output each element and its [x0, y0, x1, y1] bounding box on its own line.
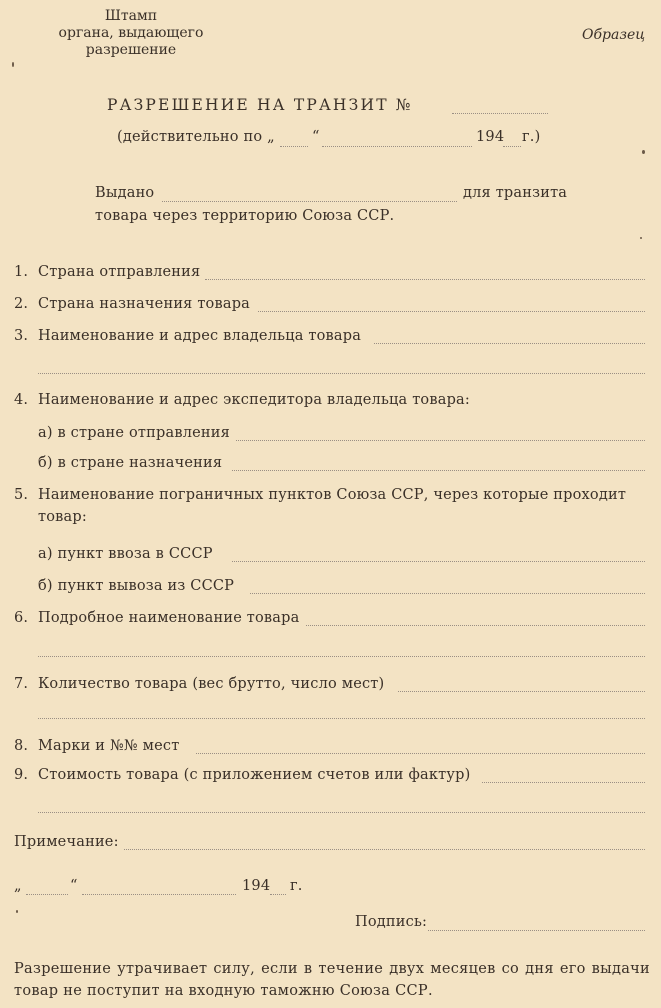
goods-description-field-line2[interactable] [38, 656, 645, 657]
issued-line2: товара через территорию Союза ССР. [95, 208, 395, 224]
forwarder-origin-field[interactable] [236, 440, 645, 441]
paper-speck [16, 910, 18, 913]
date-month-field[interactable] [82, 894, 236, 895]
subitem-forwarder-origin: а) в стране отправления [38, 425, 230, 441]
signature-field[interactable] [428, 930, 645, 931]
issued-to-field[interactable] [162, 201, 457, 202]
marks-field[interactable] [196, 753, 645, 754]
item-number: 2. [14, 296, 29, 312]
item-number: 4. [14, 392, 29, 408]
stamp-line: органа, выдающего [58, 25, 204, 41]
page-title: РАЗРЕШЕНИЕ НА ТРАНЗИТ № [107, 96, 413, 114]
signature-label: Подпись: [355, 914, 428, 930]
valid-quote: “ [312, 129, 320, 145]
item-label-destination-country: Страна назначения товара [38, 296, 251, 312]
quantity-field-line2[interactable] [38, 718, 645, 719]
item-number: 6. [14, 610, 29, 626]
item-label-forwarder: Наименование и адрес экспедитора владельца товара: [38, 392, 470, 408]
sample-label: Образец [582, 27, 646, 43]
valid-suffix: г.) [522, 129, 541, 145]
value-field[interactable] [482, 782, 645, 783]
validity-notice: Разрешение утрачивает силу, если в течение двух месяцев со дня его выдачи товар не поступит на входную таможню Союза ССР. [14, 961, 650, 999]
valid-day-field[interactable] [280, 146, 308, 147]
note-label: Примечание: [14, 834, 119, 850]
subitem-entry-point: а) пункт ввоза в СССР [38, 546, 213, 562]
valid-prefix: (действительно по „ [117, 129, 275, 145]
paper-speck [642, 150, 645, 154]
item-label-origin-country: Страна отправления [38, 264, 201, 280]
item-label-border-points-cont: товар: [38, 509, 87, 525]
paper-speck [12, 62, 14, 67]
stamp-line: Штамп [104, 8, 158, 24]
item-label-goods-description: Подробное наименование товара [38, 610, 300, 626]
item-number: 3. [14, 328, 29, 344]
value-field-line2[interactable] [38, 812, 645, 813]
note-field[interactable] [124, 849, 645, 850]
date-suffix: г. [290, 878, 303, 894]
valid-month-field[interactable] [322, 146, 472, 147]
item-label-quantity: Количество товара (вес брутто, число мест) [38, 676, 385, 692]
entry-point-field[interactable] [232, 561, 645, 562]
owner-field-line2[interactable] [38, 373, 645, 374]
owner-field[interactable] [374, 343, 645, 344]
for-transit-label: для транзита [463, 185, 568, 201]
valid-year-field[interactable] [503, 146, 521, 147]
date-day-field[interactable] [26, 894, 68, 895]
item-number: 5. [14, 487, 29, 503]
subitem-forwarder-destination: б) в стране назначения [38, 455, 223, 471]
goods-description-field[interactable] [306, 625, 645, 626]
permit-number-field[interactable] [452, 113, 548, 114]
item-label-marks: Марки и №№ мест [38, 738, 180, 754]
item-label-value: Стоимость товара (с приложением счетов или фактур) [38, 767, 471, 783]
item-number: 8. [14, 738, 29, 754]
destination-country-field[interactable] [258, 311, 645, 312]
date-open-quote: „ [14, 878, 22, 894]
item-label-owner: Наименование и адрес владельца товара [38, 328, 362, 344]
issued-label: Выдано [95, 185, 155, 201]
date-year-field[interactable] [270, 894, 286, 895]
date-year: 194 [242, 878, 271, 894]
item-number: 1. [14, 264, 29, 280]
item-number: 9. [14, 767, 29, 783]
item-label-border-points: Наименование пограничных пунктов Союза ССР, через которые проходит [38, 487, 627, 503]
forwarder-destination-field[interactable] [232, 470, 645, 471]
stamp-line: разрешение [85, 42, 177, 58]
origin-country-field[interactable] [205, 279, 645, 280]
item-number: 7. [14, 676, 29, 692]
quantity-field[interactable] [398, 691, 645, 692]
valid-year: 194 [476, 129, 505, 145]
subitem-exit-point: б) пункт вывоза из СССР [38, 578, 235, 594]
date-close-quote: “ [70, 878, 78, 894]
exit-point-field[interactable] [250, 593, 645, 594]
paper-speck [640, 237, 642, 239]
stamp-block [36, 8, 226, 59]
